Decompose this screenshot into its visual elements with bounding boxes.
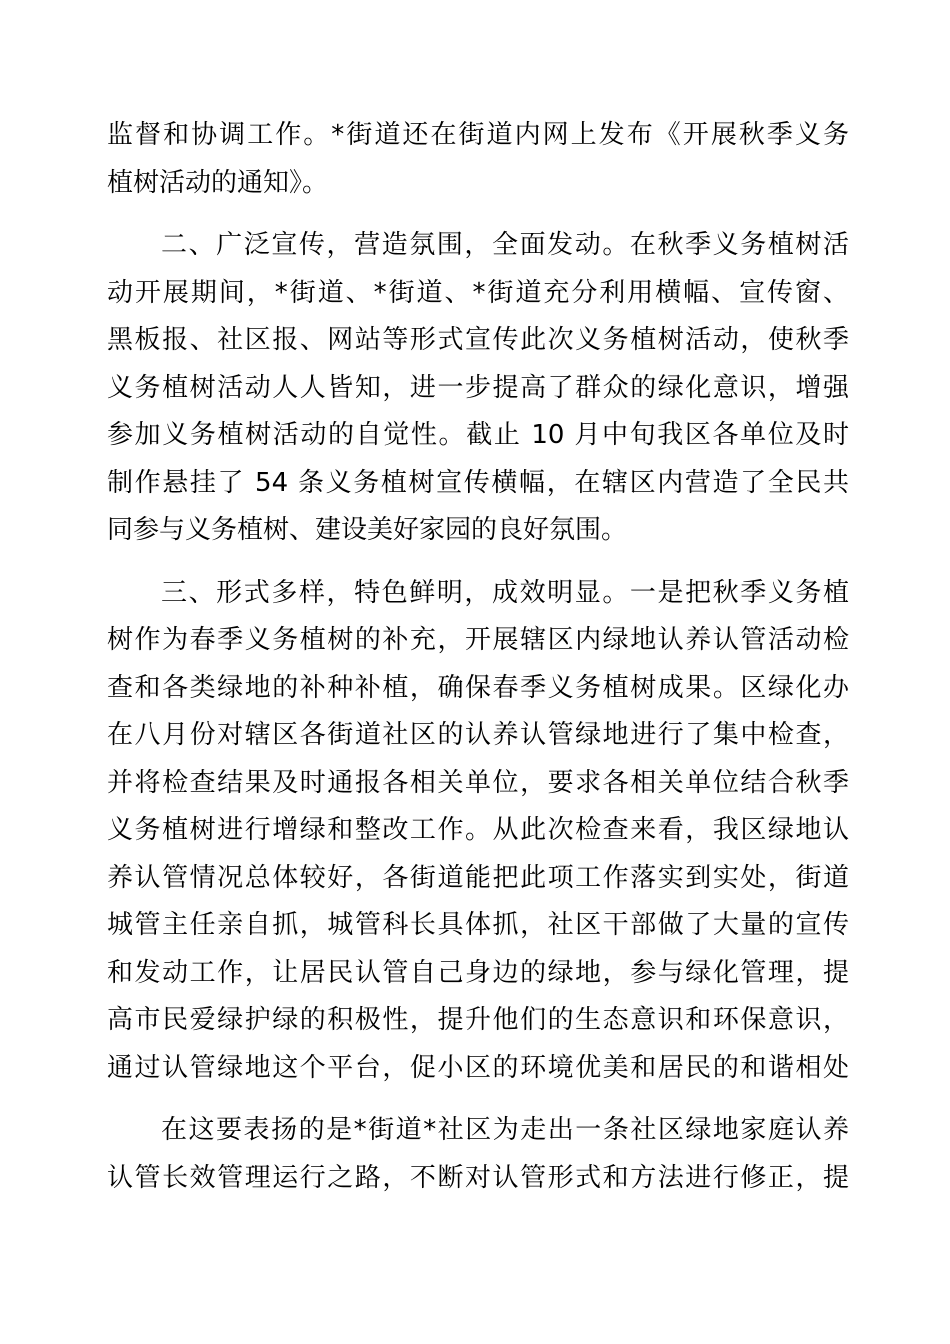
- text-line: 三、形式多样，特色鲜明，成效明显。一是把秋季义务植: [161, 578, 849, 608]
- text-line: 植树活动的通知》。: [107, 168, 329, 198]
- text-line: 查和各类绿地的补种补植，确保春季义务植树成果。区绿化办: [107, 673, 849, 703]
- text-line: 动开展期间，*街道、*街道、*街道充分利用横幅、宣传窗、: [107, 278, 849, 308]
- text-line: 二、广泛宣传，营造氛围，全面发动。在秋季义务植树活: [161, 230, 849, 260]
- text-line: 高市民爱绿护绿的积极性，提升他们的生态意识和环保意识，: [107, 1005, 849, 1035]
- text-line: 城管主任亲自抓，城管科长具体抓，社区干部做了大量的宣传: [107, 910, 849, 940]
- text-line: 和发动工作，让居民认管自己身边的绿地，参与绿化管理，提: [107, 958, 849, 988]
- text-line: 通过认管绿地这个平台，促小区的环境优美和居民的和谐相处: [107, 1053, 849, 1083]
- text-line: 并将检查结果及时通报各相关单位，要求各相关单位结合秋季: [107, 768, 849, 798]
- text-line: 在八月份对辖区各街道社区的认养认管绿地进行了集中检查，: [107, 720, 849, 750]
- text-line: 参加义务植树活动的自觉性。截止 10 月中旬我区各单位及时: [107, 420, 849, 450]
- text-line: 在这要表扬的是*街道*社区为走出一条社区绿地家庭认养: [161, 1115, 849, 1145]
- text-line: 同参与义务植树、建设美好家园的良好氛围。: [107, 515, 628, 545]
- text-line: 树作为春季义务植树的补充，开展辖区内绿地认养认管活动检: [107, 625, 849, 655]
- text-line: 义务植树进行增绿和整改工作。从此次检查来看，我区绿地认: [107, 815, 849, 845]
- text-line: 认管长效管理运行之路，不断对认管形式和方法进行修正，提: [107, 1163, 849, 1193]
- text-line: 养认管情况总体较好，各街道能把此项工作落实到实处，街道: [107, 863, 849, 893]
- text-line: 制作悬挂了 54 条义务植树宣传横幅，在辖区内营造了全民共: [107, 468, 849, 498]
- text-line: 义务植树活动人人皆知，进一步提高了群众的绿化意识，增强: [107, 373, 849, 403]
- text-line: 监督和协调工作。*街道还在街道内网上发布《开展秋季义务: [107, 120, 849, 150]
- text-line: 黑板报、社区报、网站等形式宣传此次义务植树活动，使秋季: [107, 325, 849, 355]
